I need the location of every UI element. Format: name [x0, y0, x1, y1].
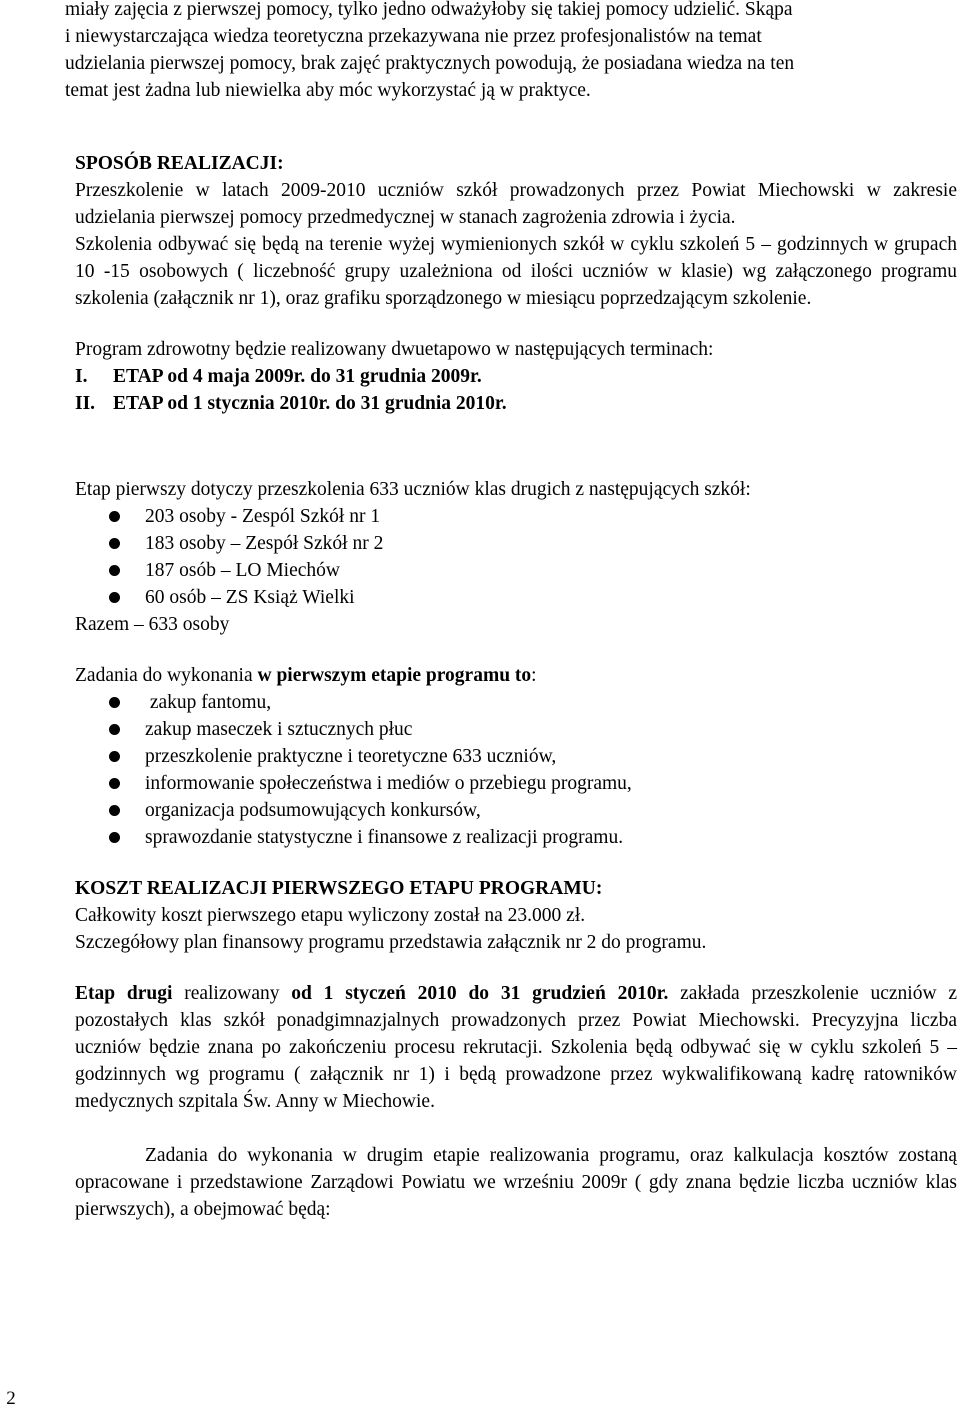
sposob-paragraph-1: Przeszkolenie w latach 2009-2010 uczniów szkół prowadzonych przez Powiat Miechowski w zakresie udzielania pierwszej pomocy przedmedycznej w stanach zagrożenia zdrowia i życia. [75, 180, 957, 228]
task-item-text: zakup fantomu, [145, 692, 272, 713]
etap-drugi-dates: od 1 styczeń 2010 do 31 grudzień 2010r. [291, 983, 669, 1004]
task-item-text: zakup maseczek i sztucznych płuc [145, 719, 413, 740]
etap-drugi-label: Etap drugi [75, 983, 173, 1004]
zadania-2-paragraph: Zadania do wykonania w drugim etapie realizowania programu, oraz kalkulacja kosztów zostaną opracowane i przedstawione Zarządowi Powiatu we wrześniu 2009r ( gdy znana będzie liczba uczniów klas pierwszych), a obejmować będą: [75, 1145, 957, 1220]
etap-drugi-paragraph [75, 980, 957, 1115]
bullet-icon [109, 805, 120, 816]
document-page [65, 0, 957, 1223]
zadania-1-intro-bold: w pierwszym etapie programu to [257, 665, 532, 686]
list-item [75, 770, 957, 797]
page-number: 2 [6, 1388, 16, 1409]
etap-2-line [75, 390, 957, 417]
koszt-line-1: Całkowity koszt pierwszego etapu wyliczony został na 23.000 zł. [75, 905, 586, 926]
sposob-heading: SPOSÓB REALIZACJI: [75, 153, 284, 174]
etap-2-text: ETAP od 1 stycznia 2010r. do 31 grudnia 2010r. [113, 393, 507, 414]
intro-line: udzielania pierwszej pomocy, brak zajęć praktycznych powodują, że posiadana wiedza na ten [65, 53, 795, 74]
school-item-text: 203 osoby - Zespól Szkół nr 1 [145, 506, 381, 527]
school-item-text: 183 osoby – Zespół Szkół nr 2 [145, 533, 384, 554]
list-item [75, 743, 957, 770]
list-item [75, 530, 957, 557]
list-item [75, 689, 957, 716]
list-item [75, 797, 957, 824]
sposob-paragraph-2: Szkolenia odbywać się będą na terenie wyżej wymienionych szkół w cyklu szkoleń 5 – godzinnych w grupach 10 -15 osobowych ( liczebność grupy uzależniona od ilości uczniów w klasie) wg załączonego programu szkolenia (załącznik nr 1), oraz grafiku sporządzonego w miesiącu poprzedzającym szkolenie. [75, 234, 957, 309]
zadania-1-list [75, 689, 957, 851]
zadania-1-intro [75, 662, 957, 689]
bullet-icon [109, 724, 120, 735]
bullet-icon [109, 832, 120, 843]
intro-line: i niewystarczająca wiedza teoretyczna przekazywana nie przez profesjonalistów na temat [65, 26, 762, 47]
etap-pierwszy-intro: Etap pierwszy dotyczy przeszkolenia 633 uczniów klas drugich z następujących szkół: [75, 479, 751, 500]
etap-2-number: II. [75, 393, 96, 414]
schools-total: Razem – 633 osoby [75, 614, 230, 635]
bullet-icon [109, 778, 120, 789]
schools-list [75, 503, 957, 611]
bullet-icon [109, 511, 120, 522]
school-item-text: 187 osób – LO Miechów [145, 560, 340, 581]
etap-1-text: ETAP od 4 maja 2009r. do 31 grudnia 2009r. [113, 366, 482, 387]
task-item-text: informowanie społeczeństwa i mediów o przebiegu programu, [145, 773, 632, 794]
list-item [75, 503, 957, 530]
school-item-text: 60 osób – ZS Książ Wielki [145, 587, 355, 608]
etap-1-number: I. [75, 366, 88, 387]
program-intro: Program zdrowotny będzie realizowany dwuetapowo w następujących terminach: [75, 339, 714, 360]
list-item [75, 716, 957, 743]
intro-line: temat jest żadna lub niewielka aby móc wykorzystać ją w praktyce. [65, 80, 591, 101]
etap-1-line [75, 363, 957, 390]
list-item [75, 824, 957, 851]
intro-line: miały zajęcia z pierwszej pomocy, tylko jedno odważyłoby się takiej pomocy udzielić. Skąpa [65, 0, 793, 20]
task-item-text: sprawozdanie statystyczne i finansowe z realizacji programu. [145, 827, 624, 848]
intro-paragraph [65, 0, 957, 104]
list-item [75, 584, 957, 611]
bullet-icon [109, 751, 120, 762]
list-item [75, 557, 957, 584]
task-item-text: przeszkolenie praktyczne i teoretyczne 633 uczniów, [145, 746, 557, 767]
etap-drugi-rest: zakłada przeszkolenie uczniów z pozostałych klas szkół ponadgimnazjalnych prowadzonych przez Powiat Miechowski. Precyzyjna liczba uczniów będzie znana po zakończeniu procesu rekrutacji. Szkolenia będą odbywać się w cyklu szkoleń 5 – godzinnych wg programu ( załącznik nr 1) i będą prowadzone przez wykwalifikowaną kadrę ratowników medycznych szpitala Św. Anny w Miechowie. [75, 983, 957, 1112]
bullet-icon [109, 592, 120, 603]
bullet-icon [109, 565, 120, 576]
koszt-line-2: Szczegółowy plan finansowy programu przedstawia załącznik nr 2 do programu. [75, 932, 707, 953]
zadania-1-intro-plain: Zadania do wykonania [75, 665, 258, 686]
task-item-text: organizacja podsumowujących konkursów, [145, 800, 481, 821]
bullet-icon [109, 697, 120, 708]
koszt-heading: KOSZT REALIZACJI PIERWSZEGO ETAPU PROGRAMU: [75, 878, 603, 899]
etap-drugi-plain: realizowany [172, 983, 292, 1004]
bullet-icon [109, 538, 120, 549]
zadania-1-intro-colon: : [531, 665, 537, 686]
